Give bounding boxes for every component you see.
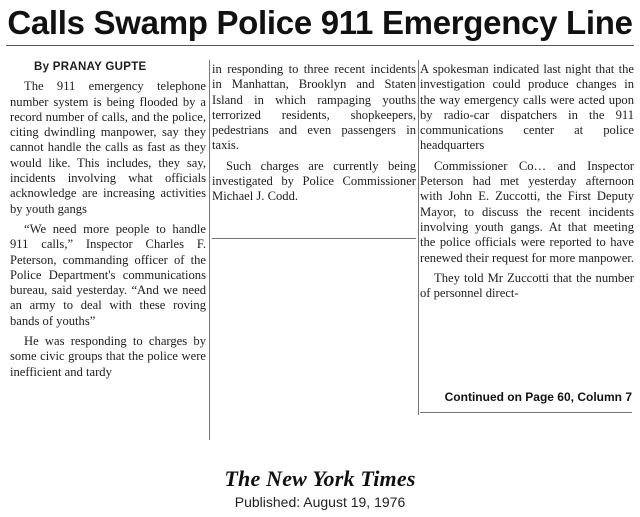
published-date: Published: August 19, 1976 — [234, 494, 406, 510]
article-column-3 — [420, 62, 634, 301]
paragraph: The 911 emergency telephone number system is being flooded by a record number of calls, and the police, citing dwindling manpower, say they cannot handle the calls as fast as they would like. This includes, they say, incidents involving what officials acknowledge are increasing activities by youth gangs — [10, 79, 206, 216]
paragraph: A spokesman indicated last night that the investigation could produce changes in the way emergency calls were acted upon by radio-car dispatchers in the 911 communications center at police headquarters — [420, 62, 634, 153]
column-divider — [418, 60, 419, 415]
masthead-logo: The New York Times — [224, 466, 416, 491]
paragraph: They told Mr Zuccotti that the number of personnel direct- — [420, 270, 634, 301]
article-column-1 — [10, 60, 206, 380]
byline: By PRANAY GUPTE — [34, 61, 147, 73]
paragraph: Commissioner Co… and Inspector Peterson had met yesterday afternoon with John E. Zuccotti, the First Deputy Mayor, to discuss the recent incidents involving youth gangs. At that meeting the police officials were reported to have renewed their request for more manpower. — [420, 158, 635, 265]
headline: Calls Swamp Police 911 Emergency Line — [7, 4, 633, 41]
headline-rule — [6, 45, 634, 46]
paragraph: Such charges are currently being investigated by Police Commissioner Michael J. Codd. — [212, 158, 416, 204]
article-column-2 — [212, 62, 416, 205]
paragraph: He was responding to charges by some civic groups that the police were inefficient and tardy — [10, 334, 206, 379]
continued-line: Continued on Page 60, Column 7 — [444, 390, 632, 404]
column-divider — [209, 60, 210, 440]
paragraph: “We need more people to handle 911 calls,” Inspector Charles F. Peterson, commanding officer of the Police Department's communications bureau, said yesterday. “And we need an army to deal with these roving bands of youths” — [10, 221, 206, 328]
paragraph: in responding to three recent incidents in Manhattan, Brooklyn and Staten Island in which rampaging youths terrorized residents, shopkeepers, pedestrians and even passengers in taxis. — [212, 62, 416, 153]
continued-rule — [420, 412, 632, 413]
column-end-rule — [212, 238, 416, 239]
